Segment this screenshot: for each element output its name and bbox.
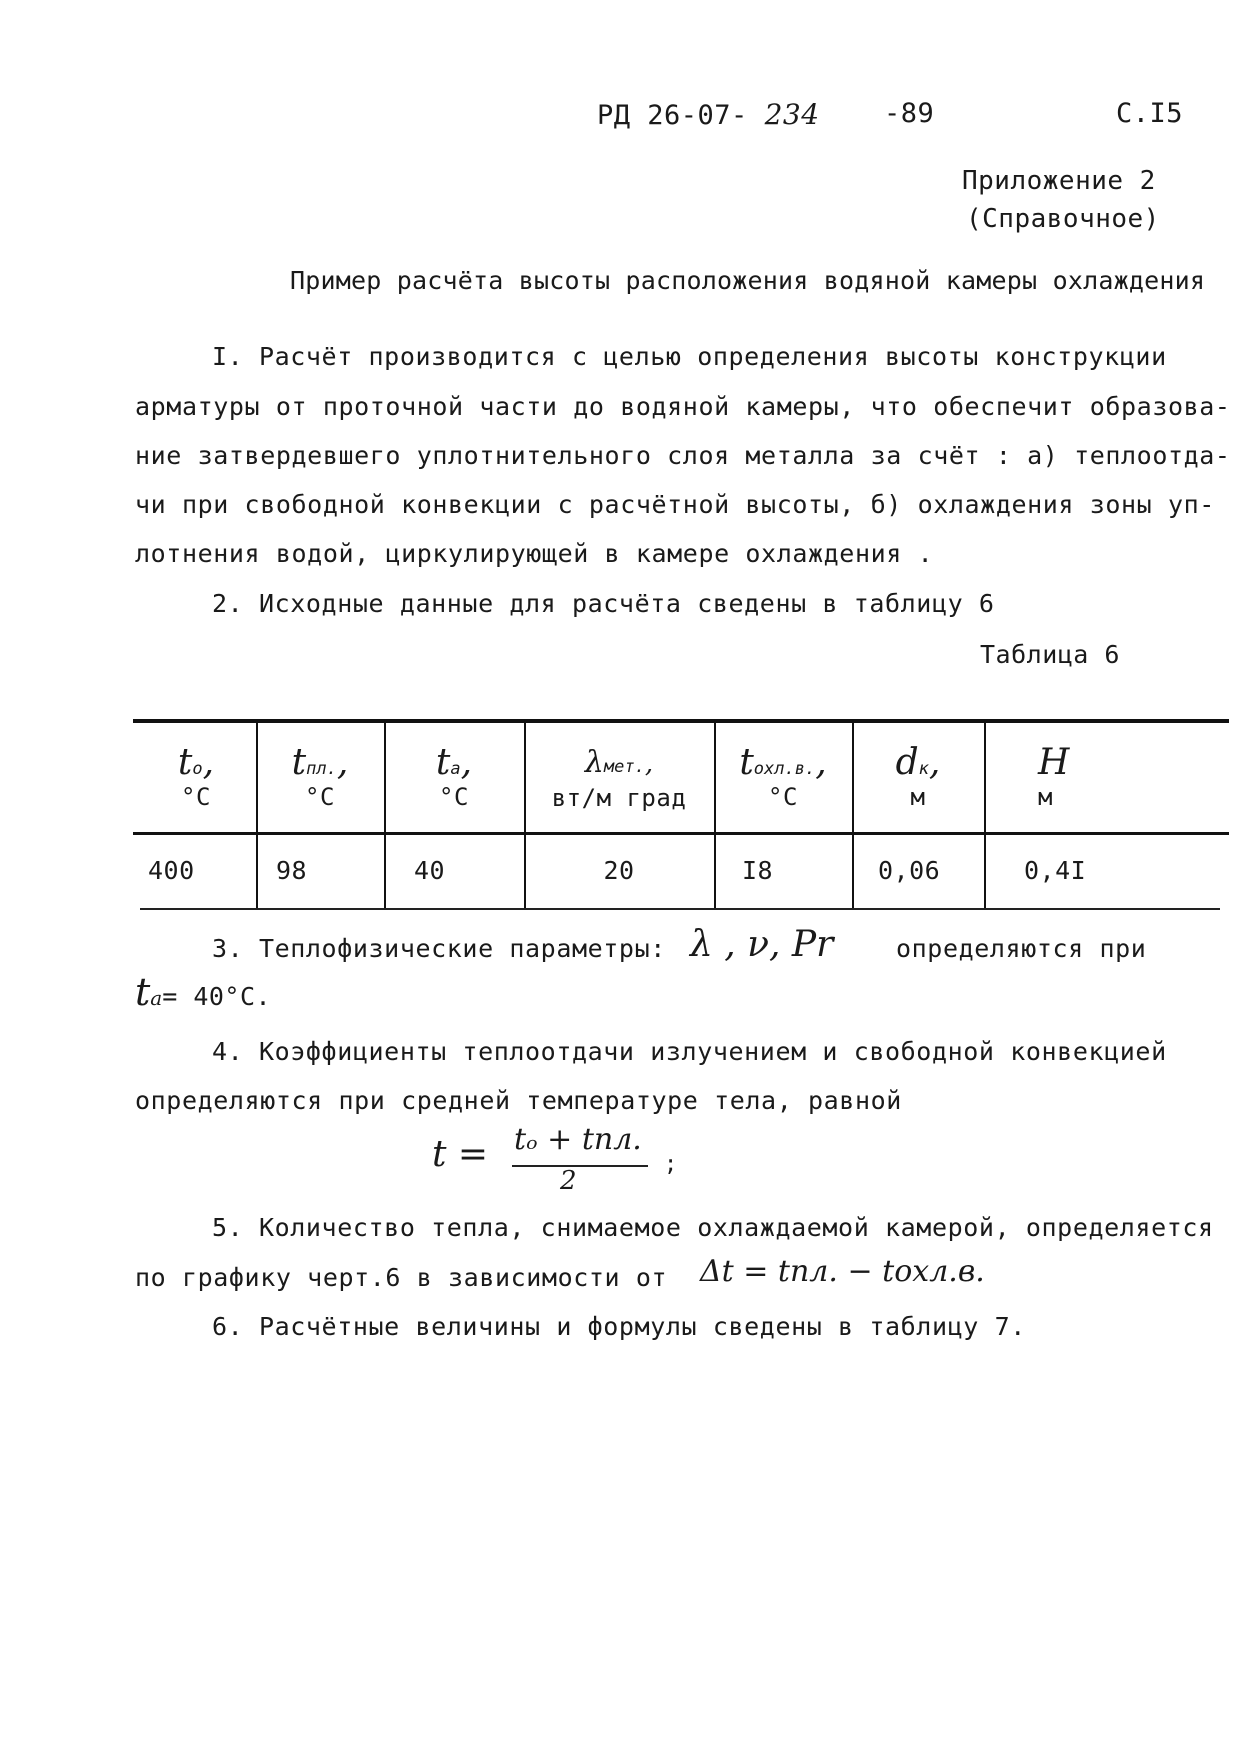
formula-tail: ; [664, 1152, 678, 1177]
paragraph-1-line: ние затвердевшего уплотнительного слоя металла за счёт : а) теплоотда- [135, 441, 1231, 470]
document-code-prefix: РД 26-07- [597, 100, 748, 131]
paragraph-1-line: арматуры от проточной части до водяной камеры, что обеспечит образова- [135, 392, 1231, 421]
paragraph-1-line: лотнения водой, циркулирующей в камере охлаждения . [135, 539, 934, 568]
header-cell-t0: to, °C [177, 742, 215, 811]
table-cell: 40 [414, 855, 446, 885]
paragraph-6: 6. Расчётные величины и формулы сведены в таблицу 7. [212, 1312, 1026, 1341]
page-number: С.I5 [1116, 98, 1184, 129]
table-cell: 98 [276, 855, 308, 885]
paragraph-3-text: 3. Теплофизические параметры: [212, 934, 666, 963]
header-cell-tpl: tпл., °C [291, 742, 349, 811]
data-table-6 [136, 722, 1226, 908]
paragraph-1-line: чи при свободной конвекции с расчётной высоты, б) охлаждения зоны уп- [135, 490, 1215, 519]
paragraph-2: 2. Исходные данные для расчёта сведены в таблицу 6 [212, 589, 995, 618]
paragraph-4-line: 4. Коэффициенты теплоотдачи излучением и свободной конвекцией [212, 1037, 1167, 1066]
table-header-row [136, 722, 1226, 832]
paragraph-3-symbols: λ , ν, Pr [690, 924, 834, 965]
document-year: -89 [884, 98, 935, 129]
table-cell: 400 [148, 855, 195, 885]
appendix-subtitle: (Справочное) [966, 204, 1160, 234]
table-bottom-rule [140, 908, 1220, 910]
paragraph-3-text-b: определяются при [896, 934, 1147, 963]
formula-lhs: t = [432, 1134, 489, 1175]
header-cell-lambda: λмет., вт/м град [551, 744, 687, 812]
paragraph-3-condition: ta= 40°C. [135, 970, 272, 1014]
paragraph-5-expression: Δt = tпл. − tохл.в. [700, 1254, 985, 1289]
table-cell: I8 [742, 855, 774, 885]
header-cell-h: H м [1038, 742, 1070, 811]
table-caption: Таблица 6 [980, 640, 1120, 669]
appendix-title: Приложение 2 [962, 166, 1156, 196]
table-row [136, 832, 1226, 908]
document-code [597, 98, 820, 131]
header-cell-tohl: tохл.в., °C [739, 742, 827, 811]
formula-fraction-bar [512, 1165, 648, 1167]
header-cell-dk: dк, м [895, 742, 941, 811]
document-code-number: 234 [764, 98, 820, 131]
paragraph-5-line: по графику черт.6 в зависимости от [135, 1263, 668, 1292]
table-cell: 0,06 [878, 855, 941, 885]
paragraph-5-line: 5. Количество тепла, снимаемое охлаждаемой камерой, определяется [212, 1213, 1214, 1242]
table-cell: 20 [603, 855, 635, 885]
paragraph-4-line: определяются при средней температуре тела, равной [135, 1086, 902, 1115]
table-cell: 0,4I [1024, 855, 1087, 885]
formula-numerator: tₒ + tпл. [514, 1122, 642, 1157]
header-cell-ta: ta, °C [435, 742, 473, 811]
example-heading: Пример расчёта высоты расположения водяной камеры охлаждения [290, 266, 1206, 295]
formula-denominator: 2 [560, 1166, 577, 1196]
paragraph-1-line: I. Расчёт производится с целью определения высоты конструкции [212, 342, 1167, 371]
